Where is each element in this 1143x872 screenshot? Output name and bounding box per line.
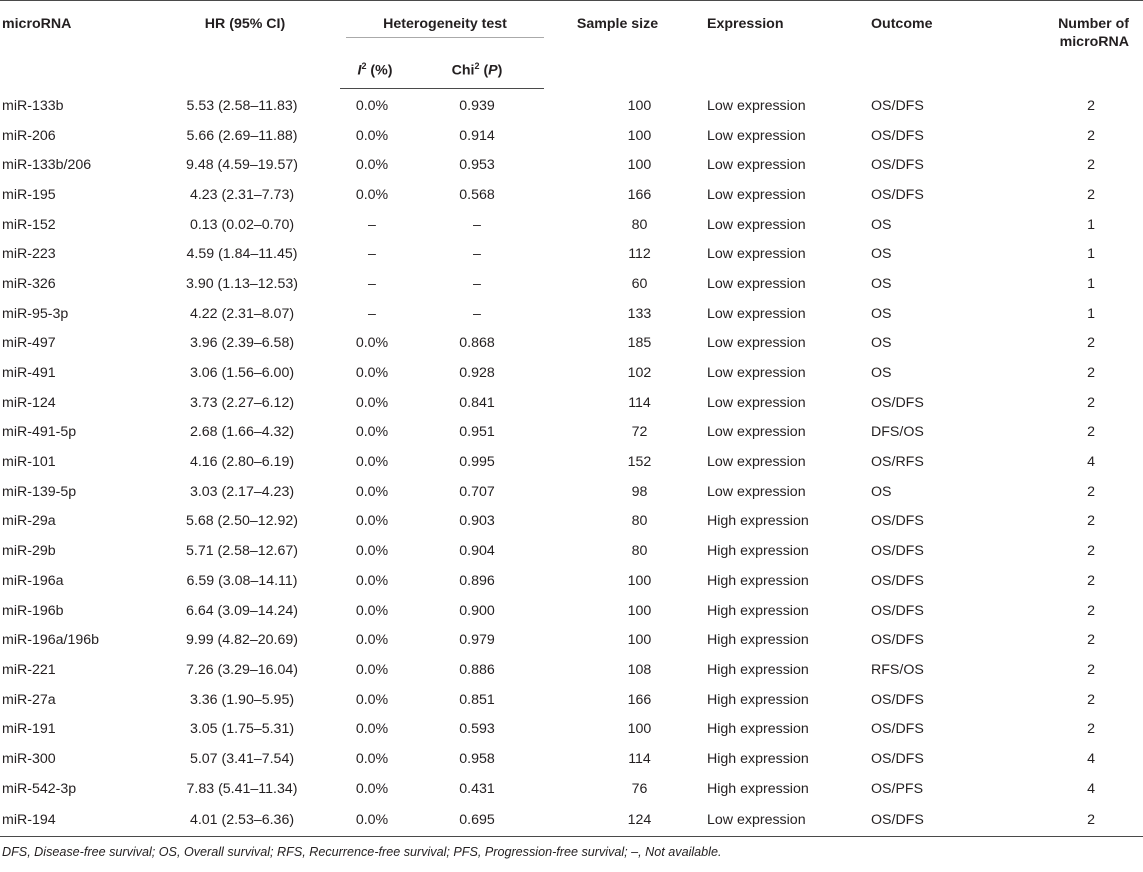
cell-hr: 4.59 (1.84–11.45)	[186, 246, 298, 263]
cell-expression: High expression	[707, 572, 809, 589]
cell-number: 2	[1087, 543, 1095, 560]
cell-number: 2	[1087, 127, 1095, 144]
cell-i2: 0.0%	[355, 602, 389, 619]
cell-sample-size: 80	[631, 543, 648, 560]
cell-microrna: miR-221	[2, 661, 56, 678]
cell-i2: 0.0%	[340, 804, 410, 837]
table-row	[0, 744, 1143, 774]
cell-number: 2	[1087, 365, 1095, 382]
cell-number: 4	[1087, 780, 1095, 797]
cell-outcome: OS	[871, 246, 892, 263]
table-row	[0, 804, 1143, 837]
cell-i2: –	[368, 216, 376, 233]
cell-outcome: DFS/OS	[871, 424, 924, 441]
cell-chi: 0.939	[459, 97, 495, 114]
cell-number: 1	[1087, 216, 1095, 233]
cell-i2: 0.0%	[355, 483, 389, 500]
cell-expression: Low expression	[691, 804, 857, 837]
header-number-line2: microRNA	[1059, 34, 1129, 50]
table-row	[0, 655, 1143, 685]
cell-sample-size: 166	[627, 691, 652, 708]
cell-expression: Low expression	[707, 127, 806, 144]
table-row	[0, 150, 1143, 180]
cell-outcome: OS/DFS	[871, 721, 924, 738]
cell-i2: 0.0%	[355, 157, 389, 174]
table-row	[0, 477, 1143, 507]
header-outcome: Outcome	[857, 1, 997, 89]
cell-hr: 7.83 (5.41–11.34)	[186, 780, 298, 797]
cell-outcome: OS/DFS	[871, 543, 924, 560]
header-heterogeneity	[340, 1, 544, 54]
cell-outcome: OS/DFS	[857, 804, 997, 837]
cell-sample-size: 100	[627, 572, 652, 589]
cell-hr: 3.06 (1.56–6.00)	[189, 365, 295, 382]
table-row	[0, 329, 1143, 359]
cell-number: 2	[1087, 424, 1095, 441]
cell-microrna: miR-194	[0, 804, 150, 837]
cell-number: 2	[1087, 394, 1095, 411]
cell-expression: Low expression	[707, 97, 806, 114]
cell-microrna: miR-124	[2, 394, 56, 411]
table-row	[0, 121, 1143, 151]
cell-expression: Low expression	[707, 305, 806, 322]
table-row	[0, 299, 1143, 329]
cell-microrna: miR-191	[2, 721, 56, 738]
table-header	[0, 1, 1143, 89]
cell-outcome: OS	[871, 275, 892, 292]
cell-hr: 3.03 (2.17–4.23)	[189, 483, 295, 500]
cell-i2: 0.0%	[355, 186, 389, 203]
cell-microrna: miR-195	[2, 186, 56, 203]
cell-i2: 0.0%	[355, 661, 389, 678]
cell-sample-size: 100	[627, 602, 652, 619]
cell-microrna: miR-133b/206	[2, 157, 92, 174]
cell-chi: 0.995	[459, 454, 495, 471]
cell-hr: 5.53 (2.58–11.83)	[186, 97, 298, 114]
table-row	[0, 566, 1143, 596]
cell-chi: –	[473, 246, 481, 263]
cell-chi: 0.979	[459, 632, 495, 649]
cell-chi: 0.841	[459, 394, 495, 411]
cell-hr: 3.96 (2.39–6.58)	[189, 335, 295, 352]
cell-number: 2	[1087, 661, 1095, 678]
cell-expression: High expression	[707, 661, 809, 678]
cell-microrna: miR-27a	[2, 691, 56, 708]
cell-outcome: OS/DFS	[871, 157, 924, 174]
cell-number: 2	[1087, 572, 1095, 589]
cell-outcome: OS/DFS	[871, 97, 924, 114]
cell-i2: 0.0%	[355, 127, 389, 144]
cell-chi: 0.593	[459, 721, 495, 738]
cell-i2: 0.0%	[355, 365, 389, 382]
table-body	[0, 89, 1143, 837]
cell-chi: 0.953	[459, 157, 495, 174]
table-row	[0, 418, 1143, 448]
cell-expression: High expression	[707, 543, 809, 560]
cell-outcome: OS/DFS	[871, 186, 924, 203]
cell-chi: 0.958	[459, 750, 495, 767]
cell-sample-size: 100	[627, 721, 652, 738]
cell-sample-size: 152	[627, 454, 652, 471]
cell-microrna: miR-95-3p	[2, 305, 69, 322]
cell-microrna: miR-133b	[2, 97, 64, 114]
header-sample-size: Sample size	[544, 1, 691, 89]
cell-i2: 0.0%	[355, 572, 389, 589]
heterogeneity-label: Heterogeneity test	[346, 15, 544, 38]
cell-outcome: OS/DFS	[871, 691, 924, 708]
cell-i2: –	[368, 305, 376, 322]
header-microrna: microRNA	[0, 1, 150, 89]
table-row	[0, 269, 1143, 299]
cell-expression: Low expression	[707, 454, 806, 471]
cell-i2: 0.0%	[355, 394, 389, 411]
table-row	[0, 89, 1143, 121]
cell-microrna: miR-196a/196b	[2, 632, 100, 649]
cell-microrna: miR-542-3p	[2, 780, 77, 797]
cell-i2: 0.0%	[355, 691, 389, 708]
cell-microrna: miR-223	[2, 246, 56, 263]
cell-hr: 9.99 (4.82–20.69)	[185, 632, 298, 649]
cell-microrna: miR-101	[2, 454, 56, 471]
cell-microrna: miR-29b	[2, 543, 56, 560]
cell-outcome: OS	[871, 335, 892, 352]
cell-i2: 0.0%	[355, 780, 389, 797]
cell-i2: 0.0%	[355, 335, 389, 352]
cell-hr: 3.36 (1.90–5.95)	[189, 691, 295, 708]
cell-chi: 0.886	[459, 661, 495, 678]
cell-hr: 4.16 (2.80–6.19)	[189, 454, 295, 471]
cell-chi: 0.928	[459, 365, 495, 382]
cell-outcome: OS/RFS	[871, 454, 924, 471]
cell-expression: Low expression	[707, 483, 806, 500]
cell-microrna: miR-196a	[2, 572, 64, 589]
cell-number: 2	[1087, 602, 1095, 619]
cell-hr: 6.64 (3.09–14.24)	[185, 602, 298, 619]
cell-number: 2	[1087, 97, 1095, 114]
footnote: DFS, Disease-free survival; OS, Overall survival; RFS, Recurrence-free survival; PFS, Progression-free survival; –, Not available.	[2, 844, 722, 859]
cell-i2: 0.0%	[355, 750, 389, 767]
cell-outcome: OS	[871, 216, 892, 233]
cell-expression: High expression	[707, 691, 809, 708]
header-i2: $I^2$ (%)	[340, 53, 410, 89]
cell-number: 2	[1087, 632, 1095, 649]
cell-outcome: OS	[871, 483, 892, 500]
cell-expression: High expression	[707, 513, 809, 530]
cell-sample-size: 133	[627, 305, 652, 322]
cell-i2: 0.0%	[355, 424, 389, 441]
cell-chi: –	[473, 305, 481, 322]
cell-chi: 0.903	[459, 513, 495, 530]
cell-sample-size: 80	[631, 513, 648, 530]
table-row	[0, 388, 1143, 418]
cell-expression: Low expression	[707, 394, 806, 411]
cell-microrna: miR-326	[2, 275, 56, 292]
cell-expression: Low expression	[707, 157, 806, 174]
cell-number: 2	[1087, 513, 1095, 530]
cell-sample-size: 166	[627, 186, 652, 203]
cell-expression: Low expression	[707, 424, 806, 441]
cell-sample-size: 102	[627, 365, 652, 382]
cell-outcome: OS	[871, 365, 892, 382]
cell-outcome: OS/PFS	[871, 780, 924, 797]
cell-number: 2	[997, 804, 1143, 837]
table-row	[0, 358, 1143, 388]
cell-hr: 4.23 (2.31–7.73)	[189, 186, 295, 203]
cell-outcome: OS/DFS	[871, 127, 924, 144]
cell-expression: High expression	[707, 602, 809, 619]
cell-number: 2	[1087, 483, 1095, 500]
cell-expression: High expression	[707, 780, 809, 797]
cell-chi: 0.896	[459, 572, 495, 589]
cell-chi: 0.900	[459, 602, 495, 619]
cell-i2: –	[368, 246, 376, 263]
table-row	[0, 447, 1143, 477]
header-number-line1: Number of	[1058, 16, 1129, 32]
cell-chi: 0.695	[410, 804, 544, 837]
cell-expression: Low expression	[707, 275, 806, 292]
cell-microrna: miR-300	[2, 750, 56, 767]
cell-number: 2	[1087, 691, 1095, 708]
cell-expression: Low expression	[707, 365, 806, 382]
cell-number: 2	[1087, 721, 1095, 738]
cell-hr: 5.66 (2.69–11.88)	[186, 127, 298, 144]
cell-chi: –	[473, 216, 481, 233]
cell-hr: 5.07 (3.41–7.54)	[189, 750, 295, 767]
table-row	[0, 625, 1143, 655]
cell-sample-size: 100	[627, 127, 652, 144]
cell-outcome: OS	[871, 305, 892, 322]
cell-number: 1	[1087, 275, 1095, 292]
cell-chi: 0.914	[459, 127, 495, 144]
cell-outcome: OS/DFS	[871, 750, 924, 767]
cell-i2: 0.0%	[355, 721, 389, 738]
cell-hr: 7.26 (3.29–16.04)	[185, 661, 298, 678]
cell-number: 4	[1087, 750, 1095, 767]
cell-microrna: miR-206	[2, 127, 56, 144]
cell-expression: High expression	[707, 632, 809, 649]
cell-expression: Low expression	[707, 246, 806, 263]
cell-outcome: OS/DFS	[871, 632, 924, 649]
header-chi: Chi$^2$ (P)	[410, 53, 544, 89]
cell-outcome: OS/DFS	[871, 513, 924, 530]
cell-microrna: miR-491-5p	[2, 424, 77, 441]
cell-hr: 3.90 (1.13–12.53)	[185, 275, 298, 292]
cell-chi: 0.904	[459, 543, 495, 560]
cell-expression: High expression	[707, 721, 809, 738]
cell-chi: 0.707	[459, 483, 495, 500]
cell-sample-size: 80	[631, 216, 648, 233]
cell-microrna: miR-196b	[2, 602, 64, 619]
cell-hr: 3.73 (2.27–6.12)	[189, 394, 295, 411]
cell-hr: 4.22 (2.31–8.07)	[189, 305, 295, 322]
cell-hr: 4.01 (2.53–6.36)	[150, 804, 340, 837]
cell-i2: 0.0%	[355, 97, 389, 114]
cell-chi: 0.851	[459, 691, 495, 708]
cell-expression: Low expression	[707, 335, 806, 352]
table-row	[0, 507, 1143, 537]
cell-sample-size: 72	[631, 424, 648, 441]
table-row	[0, 774, 1143, 804]
cell-sample-size: 112	[628, 246, 651, 263]
cell-microrna: miR-152	[2, 216, 56, 233]
cell-expression: Low expression	[707, 186, 806, 203]
cell-sample-size: 76	[631, 780, 648, 797]
cell-hr: 2.68 (1.66–4.32)	[189, 424, 295, 441]
cell-hr: 5.68 (2.50–12.92)	[185, 513, 298, 530]
header-expression: Expression	[691, 1, 857, 89]
cell-sample-size: 100	[627, 97, 652, 114]
cell-number: 1	[1087, 246, 1095, 263]
cell-i2: 0.0%	[355, 513, 389, 530]
table-row	[0, 239, 1143, 269]
cell-sample-size: 100	[627, 157, 652, 174]
cell-microrna: miR-491	[2, 365, 56, 382]
cell-expression: Low expression	[707, 216, 806, 233]
table-row	[0, 180, 1143, 210]
cell-sample-size: 114	[628, 750, 651, 767]
cell-microrna: miR-29a	[2, 513, 56, 530]
header-number	[997, 1, 1143, 89]
cell-number: 2	[1087, 186, 1095, 203]
cell-microrna: miR-497	[2, 335, 56, 352]
table-row	[0, 685, 1143, 715]
table-row	[0, 210, 1143, 240]
cell-outcome: OS/DFS	[871, 394, 924, 411]
cell-i2: 0.0%	[355, 543, 389, 560]
cell-number: 2	[1087, 157, 1095, 174]
cell-sample-size: 114	[628, 394, 651, 411]
cell-sample-size: 124	[544, 804, 691, 837]
cell-i2: 0.0%	[355, 632, 389, 649]
cell-sample-size: 100	[627, 632, 652, 649]
cell-i2: 0.0%	[355, 454, 389, 471]
cell-number: 1	[1087, 305, 1095, 322]
table-row	[0, 536, 1143, 566]
cell-hr: 0.13 (0.02–0.70)	[189, 216, 295, 233]
cell-number: 2	[1087, 335, 1095, 352]
cell-sample-size: 108	[627, 661, 652, 678]
cell-chi: 0.431	[459, 780, 495, 797]
cell-sample-size: 185	[627, 335, 652, 352]
cell-number: 4	[1087, 454, 1095, 471]
cell-i2: –	[368, 275, 376, 292]
cell-chi: –	[473, 275, 481, 292]
cell-sample-size: 60	[631, 275, 648, 292]
cell-chi: 0.868	[459, 335, 495, 352]
cell-sample-size: 98	[631, 483, 648, 500]
cell-outcome: OS/DFS	[871, 572, 924, 589]
cell-hr: 5.71 (2.58–12.67)	[185, 543, 298, 560]
header-hr: HR (95% CI)	[150, 1, 340, 89]
cell-hr: 9.48 (4.59–19.57)	[185, 157, 298, 174]
cell-microrna: miR-139-5p	[2, 483, 77, 500]
cell-outcome: OS/DFS	[871, 602, 924, 619]
cell-hr: 6.59 (3.08–14.11)	[186, 572, 298, 589]
cell-chi: 0.951	[459, 424, 495, 441]
cell-expression: High expression	[707, 750, 809, 767]
cell-hr: 3.05 (1.75–5.31)	[189, 721, 295, 738]
table-row	[0, 596, 1143, 626]
cell-outcome: RFS/OS	[871, 661, 924, 678]
table-row	[0, 714, 1143, 744]
cell-chi: 0.568	[459, 186, 495, 203]
